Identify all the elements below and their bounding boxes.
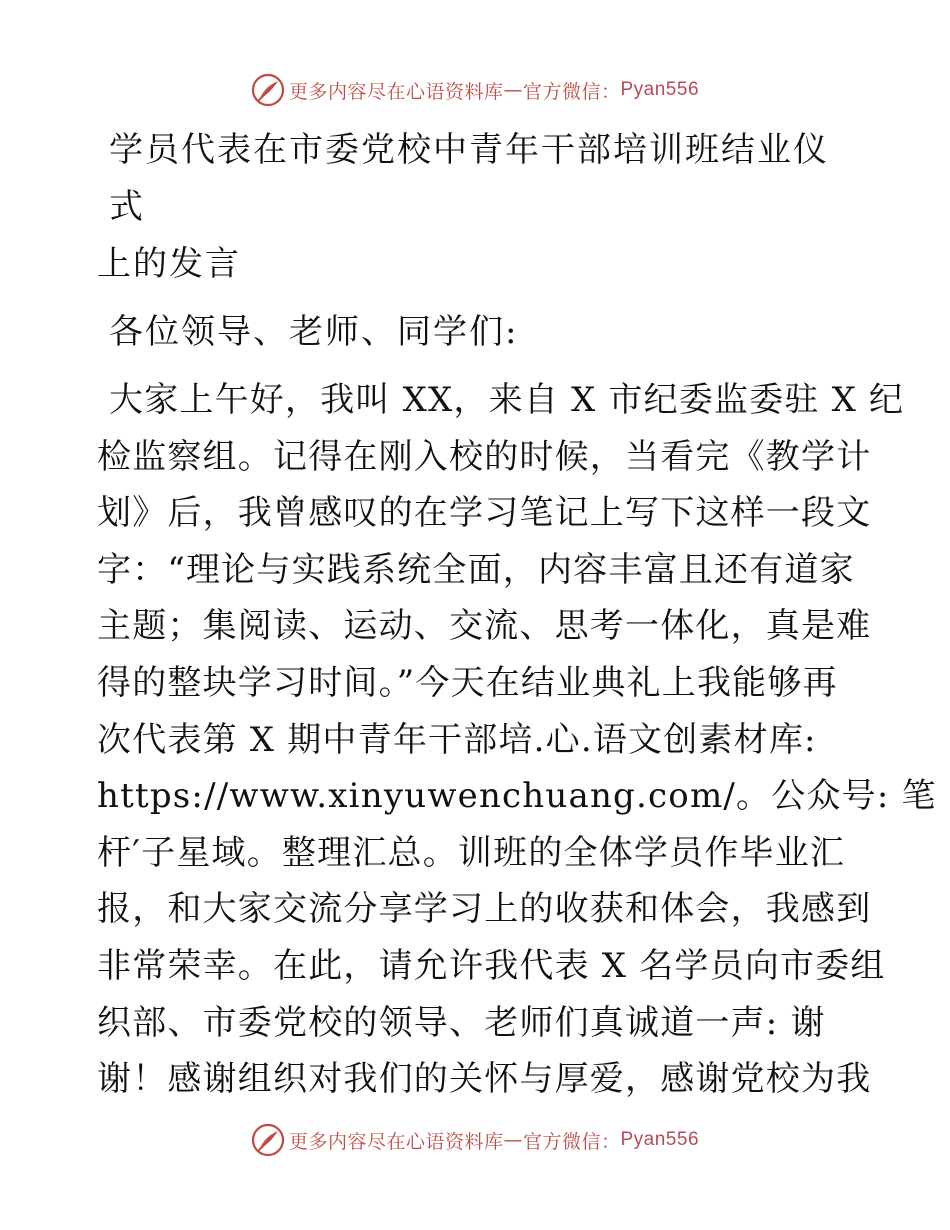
banner-label: 官方微信： [522, 1130, 621, 1153]
paragraph-line: 字：“理论与实践系统全面，内容丰富且还有道家 [97, 549, 855, 590]
paragraph-line: 大家上午好，我叫 XX，来自 X 市纪委监委驻 X 纪 [109, 380, 905, 420]
paragraph-line: 得的整块学习时间。”今天在结业典礼上我能够再 [97, 662, 838, 703]
banner-text: 更多内容尽在心语资料库 [288, 80, 504, 103]
title-line-2: 上的发言 [97, 244, 241, 284]
header-banner [0, 70, 950, 110]
banner-label: 官方微信： [522, 80, 621, 103]
paragraph-line: 主题；集阅读、运动、交流、思考一体化，真是难 [97, 606, 872, 647]
banner-separator: — [503, 1129, 523, 1151]
banner-separator: — [503, 79, 523, 101]
speech-paragraph [97, 372, 937, 1108]
paragraph-line: 谢！感谢组织对我们的关怀与厚爱，感谢党校为我 [97, 1059, 872, 1100]
footer-banner [0, 1120, 950, 1160]
banner-account: Pyan556 [620, 1129, 700, 1150]
greeting: 各位领导、老师、同学们: [109, 312, 519, 352]
paragraph-line: 报，和大家交流分享学习上的收获和体会，我感到 [97, 889, 872, 930]
quill-logo-icon [251, 73, 285, 107]
paragraph-line: 次代表第 X 期中青年干部培.心.语文创素材库: [97, 719, 817, 760]
paragraph-line: 划》后，我曾感叹的在学习笔记上写下这样一段文 [97, 493, 872, 534]
paragraph-line: https://www.xinyuwenchuang.com/。公众号: 笔 [97, 776, 937, 817]
title-line-1: 学员代表在市委党校中青年干部培训班结业仪式 [109, 130, 829, 227]
banner-account: Pyan556 [620, 79, 700, 100]
paragraph-line: 非常荣幸。在此，请允许我代表 X 名学员向市委组 [97, 945, 886, 986]
paragraph-line: 杆′子星域。整理汇总。训班的全体学员作毕业汇 [97, 832, 846, 873]
banner-text: 更多内容尽在心语资料库 [288, 1130, 504, 1153]
paragraph-line: 织部、市委党校的领导、老师们真诚道一声: 谢 [97, 1002, 826, 1043]
paragraph-line: 检监察组。记得在刚入校的时候，当看完《教学计 [97, 436, 872, 477]
quill-logo-icon [251, 1123, 285, 1157]
document-title [97, 122, 857, 293]
document-body [97, 122, 937, 1108]
